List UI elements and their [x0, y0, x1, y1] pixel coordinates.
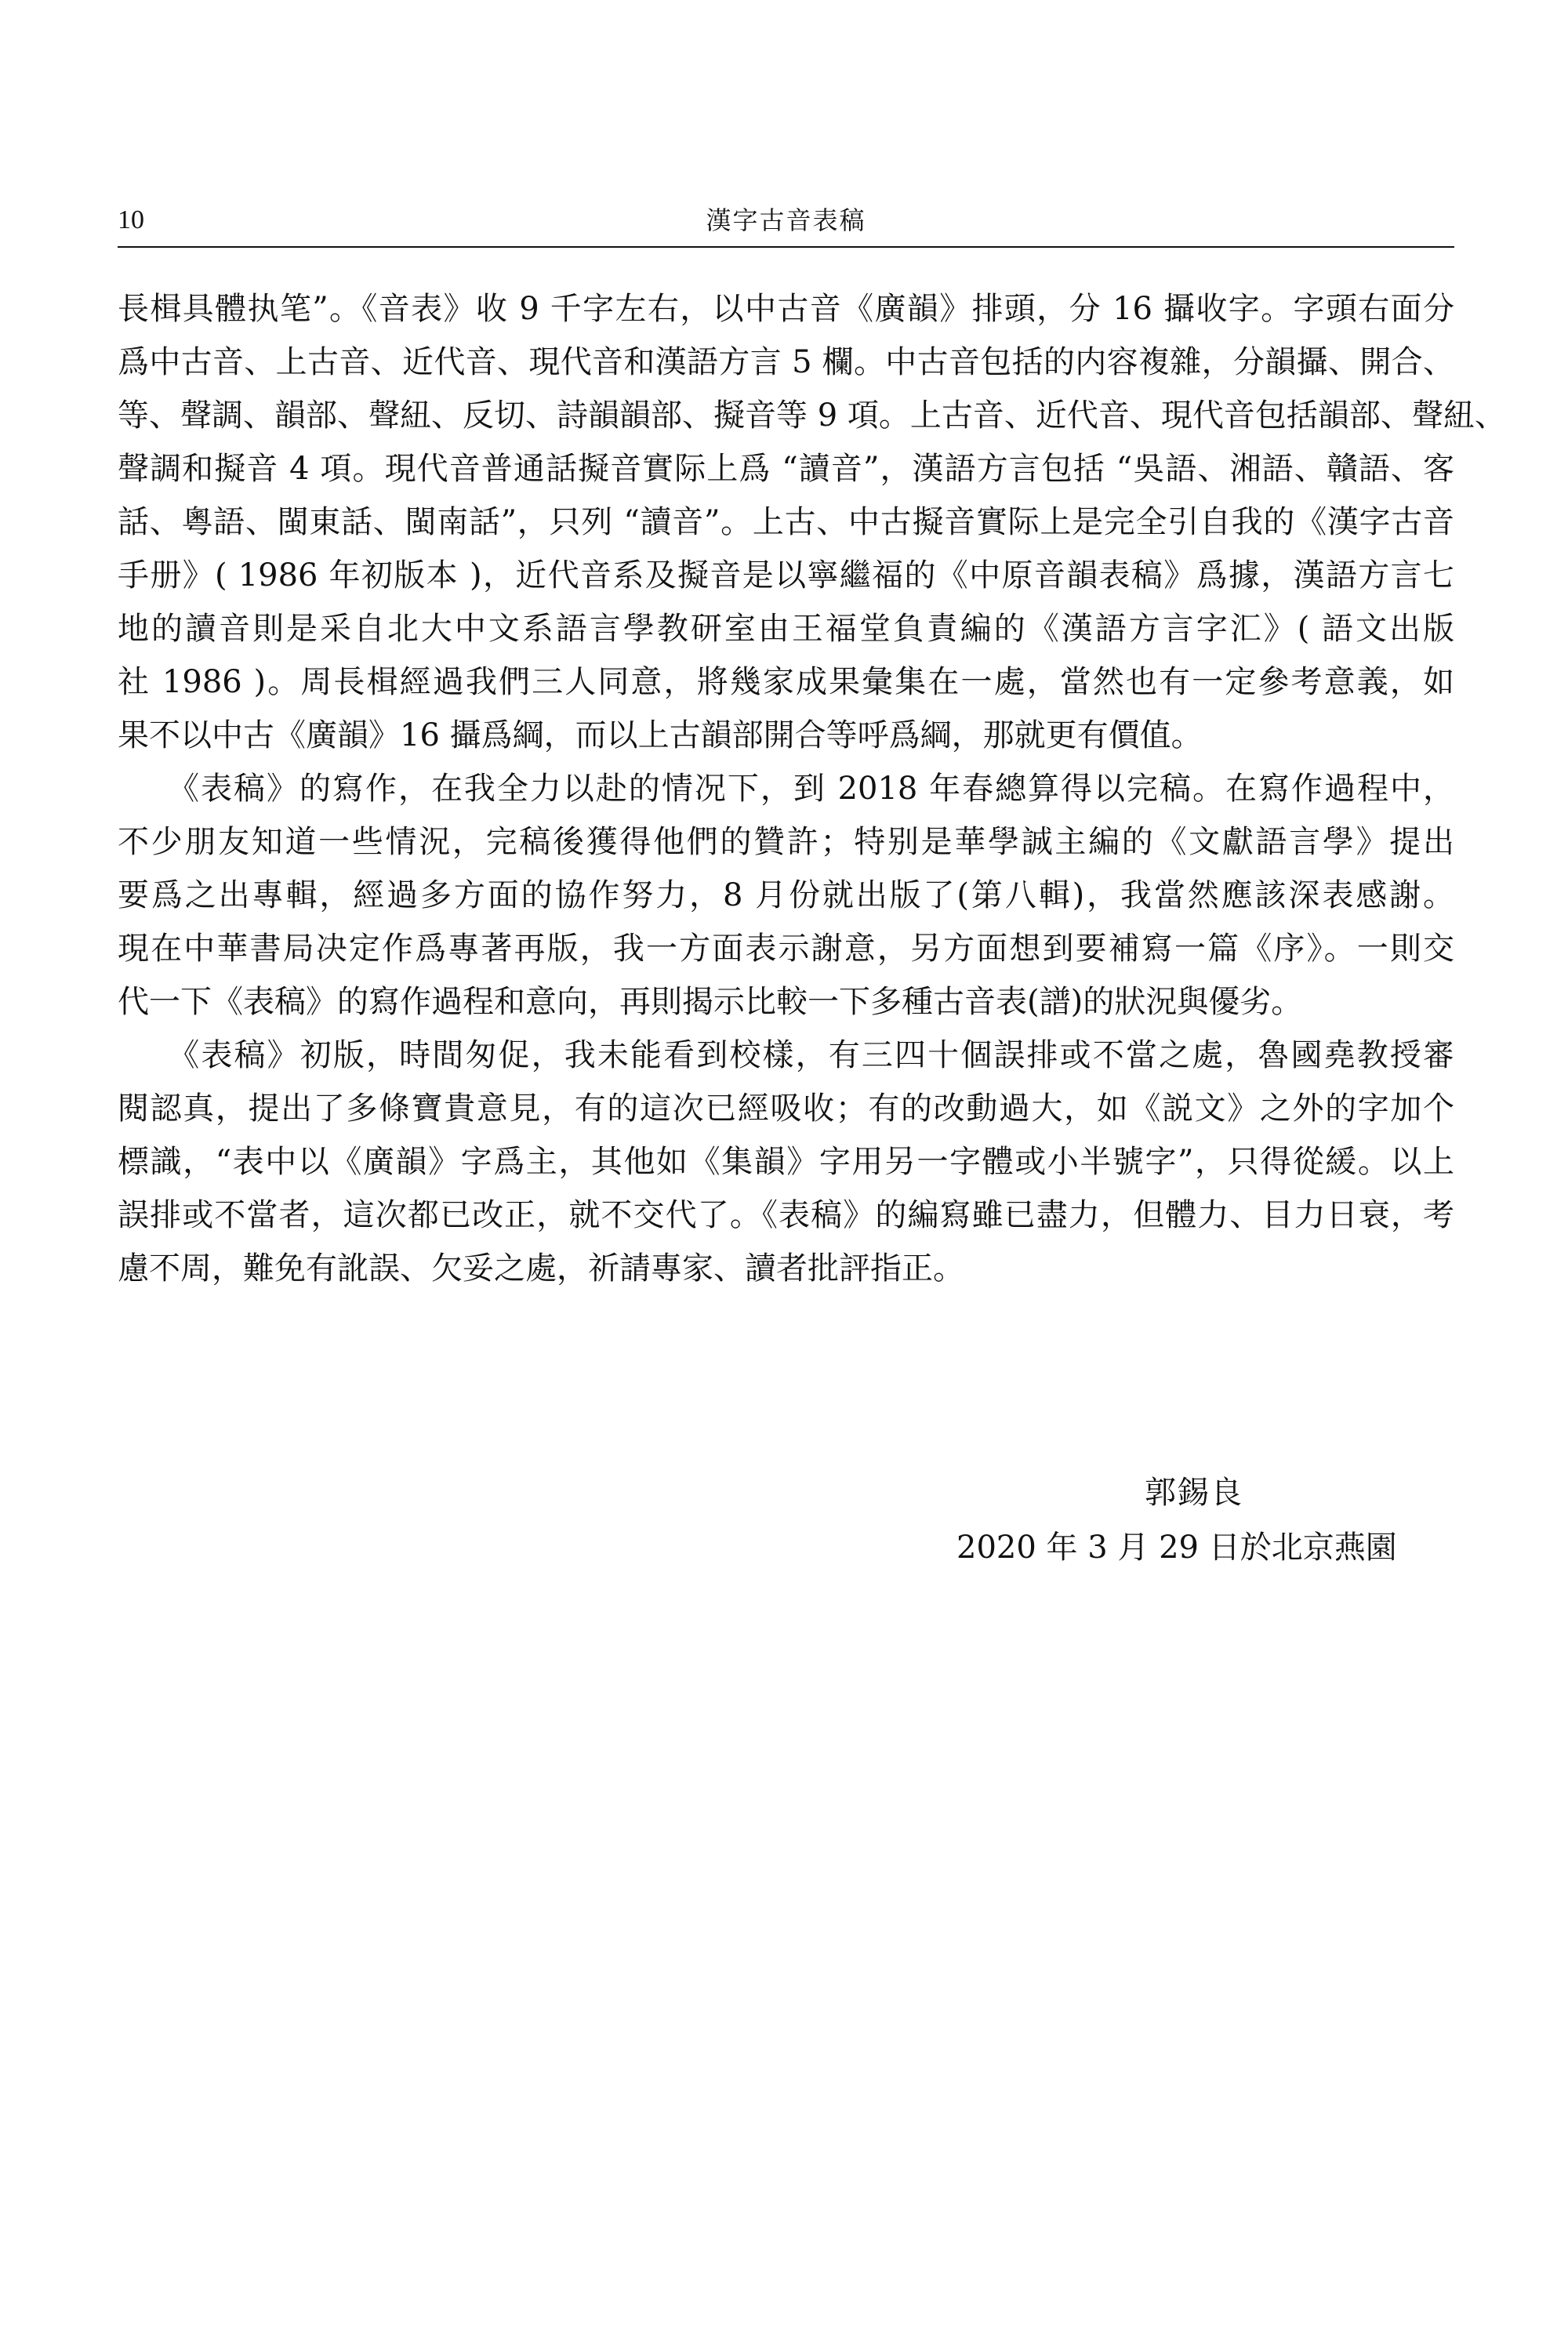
text-line: 社 1986 )。周長楫經過我們三人同意，將幾家成果彙集在一處，當然也有一定參考意義，如	[118, 664, 1454, 700]
text-line: 聲調和擬音 4 項。現代音普通話擬音實际上爲 “讀音”，漢語方言包括 “吳語、湘語、贛語、客	[118, 451, 1454, 487]
header-rule	[118, 246, 1454, 248]
text-line: 等、聲調、韻部、聲紐、反切、詩韻韻部、擬音等 9 項。上古音、近代音、現代音包括韻部、聲紐、	[118, 397, 1506, 434]
page-number: 10	[118, 205, 144, 234]
body-text	[118, 282, 1506, 1295]
text-line: 話、粵語、閩東話、閩南話”，只列 “讀音”。上古、中古擬音實际上是完全引自我的《漢字古音	[118, 504, 1454, 540]
text-line: 現在中華書局决定作爲專著再版，我一方面表示謝意，另方面想到要補寫一篇《序》。一則交	[118, 931, 1454, 967]
running-title: 漢字古音表稿	[706, 205, 866, 235]
text-line: 長楫具體执笔”。《音表》收 9 千字左右，以中古音《廣韻》排頭，分 16 攝收字。字頭右面分	[118, 291, 1454, 327]
text-line: 《表稿》初版，時間匆促，我未能看到校樣，有三四十個誤排或不當之處，魯國堯教授審	[118, 1037, 1454, 1073]
text-line: 代一下《表稿》的寫作過程和意向，再則揭示比較一下多種古音表(譜)的狀況與優劣。	[118, 984, 1303, 1020]
text-line: 《表稿》的寫作，在我全力以赴的情况下，到 2018 年春總算得以完稿。在寫作過程中，	[118, 771, 1454, 807]
author-name: 郭錫良	[1145, 1475, 1243, 1511]
text-line: 不少朋友知道一些情況，完稿後獲得他們的贊許；特别是華學誠主編的《文獻語言學》提出	[118, 824, 1454, 860]
text-line: 標識，“表中以《廣韻》字爲主，其他如《集韻》字用另一字體或小半號字”，只得從緩。以上	[118, 1144, 1454, 1180]
text-line: 爲中古音、上古音、近代音、現代音和漢語方言 5 欄。中古音包括的内容複雜，分韻攝、開合、	[118, 344, 1454, 380]
text-line: 閱認真，提出了多條寶貴意見，有的這次已經吸收；有的改動過大，如《説文》之外的字加个	[118, 1091, 1454, 1127]
date-place: 2020 年 3 月 29 日於北京燕園	[956, 1530, 1397, 1566]
page-header	[118, 202, 1454, 243]
paragraph-2	[118, 762, 1454, 1029]
text-line: 果不以中古《廣韻》16 攝爲綱，而以上古韻部開合等呼爲綱，那就更有價值。	[118, 717, 1203, 753]
text-line: 要爲之出專輯，經過多方面的協作努力，8 月份就出版了(第八輯)，我當然應該深表感謝。	[118, 877, 1454, 913]
paragraph-3	[118, 1029, 1454, 1295]
text-line: 地的讀音則是采自北大中文系語言學教研室由王福堂負責編的《漢語方言字汇》( 語文出版	[118, 611, 1454, 647]
text-line: 慮不周，難免有訛誤、欠妥之處，祈請專家、讀者批評指正。	[118, 1250, 964, 1287]
text-line: 手册》( 1986 年初版本 )，近代音系及擬音是以寧繼福的《中原音韻表稿》爲據，漢語方言七	[118, 557, 1454, 593]
text-line: 誤排或不當者，這次都已改正，就不交代了。《表稿》的編寫雖已盡力，但體力、目力日衰，考	[118, 1197, 1454, 1233]
paragraph-1	[118, 282, 1506, 762]
